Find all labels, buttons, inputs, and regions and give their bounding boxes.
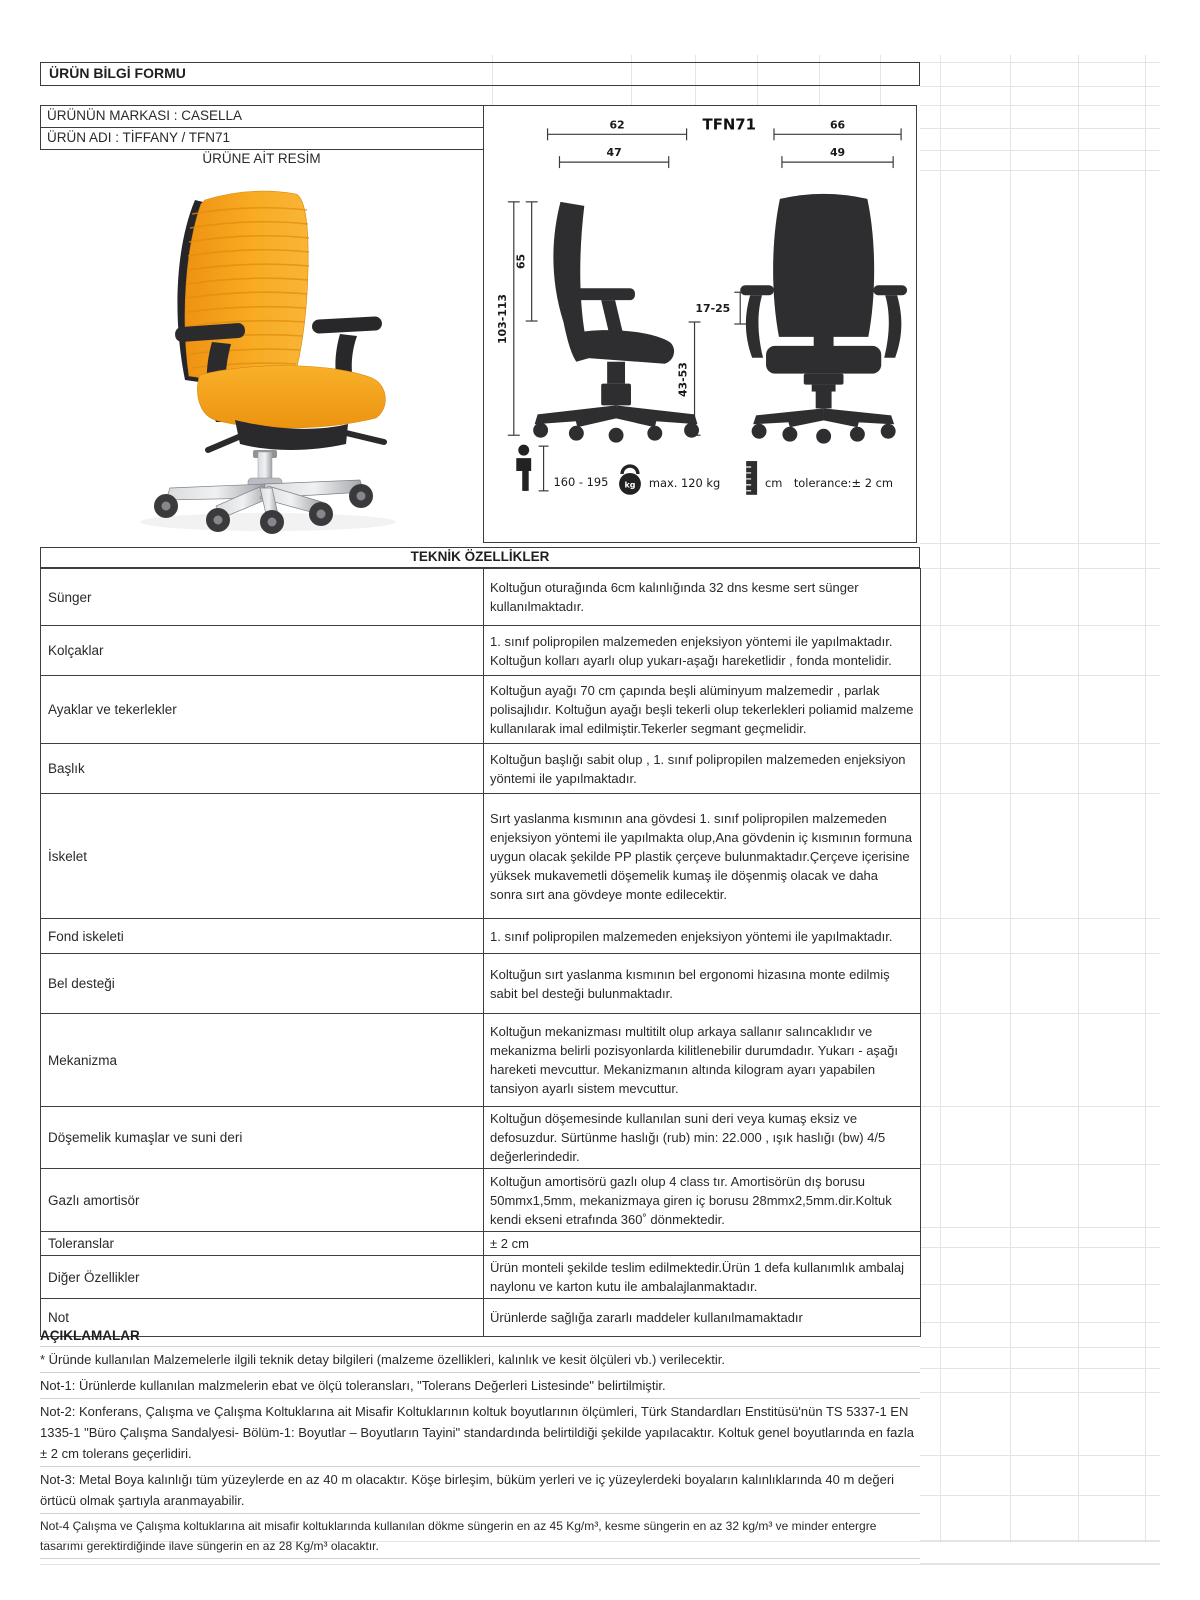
spec-row: [41, 954, 921, 1014]
person-height-icon: [516, 445, 531, 491]
note-item: Not-1: Ürünlerde kullanılan malzmelerin ebat ve ölçü toleransları, "Tolerans Değerleri Listesinde" belirtilmiştir.: [40, 1373, 920, 1399]
notes-title: AÇIKLAMALAR: [40, 1325, 920, 1347]
grid-line: [920, 86, 1160, 87]
spec-row: [41, 794, 921, 919]
unit-label: cm: [765, 475, 783, 490]
spec-row-label: Kolçaklar: [41, 626, 484, 676]
spec-table: [40, 568, 920, 1337]
grid-line: [920, 62, 1160, 63]
max-weight-label: max. 120 kg: [648, 475, 721, 490]
grid-line: [920, 543, 1160, 544]
dim-back-width: 62: [609, 118, 625, 132]
side-view-chair-drawing: [533, 202, 699, 443]
grid-line: [920, 105, 1160, 106]
spec-row-value: 1. sınıf polipropilen malzemeden enjeksiyon yöntemi ile yapılmaktadır. Koltuğun kolları ayarlı olup yukarı-aşağı hareketlidir , fonda montelidir.: [484, 626, 921, 676]
brand-row: ÜRÜNÜN MARKASI : CASELLA: [40, 105, 484, 128]
grid-line: [920, 1368, 1160, 1369]
spec-row: [41, 919, 921, 954]
spec-row-label: Sünger: [41, 569, 484, 626]
spec-row: [41, 1256, 921, 1299]
spec-row-label: Fond iskeleti: [41, 919, 484, 954]
dim-overall-width: 66: [829, 118, 846, 132]
spec-row: [41, 744, 921, 794]
technical-drawing-panel: [483, 105, 917, 543]
spec-row-label: Ayaklar ve tekerlekler: [41, 676, 484, 744]
note-item: * Üründe kullanılan Malzemelerle ilgili teknik detay bilgileri (malzeme özellikleri, kalınlık ve kesit ölçüleri vb.) verilecektir.: [40, 1347, 920, 1373]
spec-row: [41, 1169, 921, 1232]
spec-row-label: İskelet: [41, 794, 484, 919]
spec-row: [41, 1232, 921, 1256]
grid-line: [920, 1322, 1160, 1323]
grid-line: [1010, 55, 1011, 1543]
spec-row-label: Döşemelik kumaşlar ve suni deri: [41, 1107, 484, 1169]
spec-row-label: Gazlı amortisör: [41, 1169, 484, 1232]
ruler-icon: [746, 461, 757, 495]
grid-line: [920, 150, 1160, 151]
dim-seat-width-front: 49: [829, 146, 846, 160]
spec-row-value: Sırt yaslanma kısmının ana gövdesi 1. sınıf polipropilen malzemeden enjeksiyon yöntemi ile yapılmakta olup,Ana gövdenin iç kısmının formuna uygun olacak şekilde PP plastik çerçeve bulunmaktadır.Çerçeve içerisine yüksek mukavemetli döşemelik kumaş ile döşenmiş olacak ve daha sonra sırt ana gövdeye monte edilecektir.: [484, 794, 921, 919]
spec-row: [41, 569, 921, 626]
kg-badge-label: kg: [624, 480, 636, 490]
spec-row-label: Diğer Özellikler: [41, 1256, 484, 1299]
note-item: Not-2: Konferans, Çalışma ve Çalışma Koltuklarına ait Misafir Koltuklarının koltuk boyutlarının ölçümleri, Türk Standardları Enstitüsü'nün TS 5337-1 EN 1335-1 "Büro Çalışma Sandalyesi- Bölüm-1: Boyutlar – Boyutların Tayini" standardında belirtildiği şekilde yapılacaktır. Koltuk genel boyutlarında en fazla ± 2 cm tolerans geçerlidiri.: [40, 1399, 920, 1467]
front-view-chair-drawing: [740, 194, 907, 444]
grid-line: [920, 793, 1160, 794]
page-title: ÜRÜN BİLGİ FORMU: [40, 62, 920, 86]
grid-line: [920, 1247, 1160, 1248]
grid-line: [920, 1455, 1160, 1456]
spec-row-value: Koltuğun başlığı sabit olup , 1. sınıf polipropilen malzemeden enjeksiyon yöntemi ile yapılmaktadır.: [484, 744, 921, 794]
image-caption: ÜRÜNE AİT RESİM: [202, 151, 321, 166]
product-photo: [100, 170, 470, 535]
grid-line: [920, 1227, 1160, 1228]
dim-overall-height: 103-113: [495, 293, 509, 345]
product-name-row: ÜRÜN ADI : TİFFANY / TFN71: [40, 127, 484, 150]
grid-line: [940, 55, 941, 1543]
note-item: Not-4 Çalışma ve Çalışma koltuklarına ait misafir koltuklarında kullanılan dökme süngerin en az 45 Kg/m³, kesme süngerin en az 32 kg/m³ ve minder entergre tasarımı gerektirdiğinde ilave süngerin en az 28 Kg/m³ olacaktır.: [40, 1514, 920, 1559]
grid-line: [40, 1564, 1160, 1565]
grid-line: [1078, 55, 1079, 1543]
spec-row-value: Koltuğun döşemesinde kullanılan suni deri veya kumaş eksiz ve defosuzdur. Sürtünme haslığı (rub) min: 22.000 , ışık haslığı (bw) 4/5 değerlerindedir.: [484, 1107, 921, 1169]
spec-row: [41, 1107, 921, 1169]
spec-row: [41, 626, 921, 676]
seat-cushion: [197, 366, 385, 428]
dim-armrest-height: 17-25: [695, 302, 731, 316]
dim-seat-height: 43-53: [676, 362, 690, 398]
backrest: [185, 191, 308, 390]
dim-back-height: 65: [514, 253, 528, 270]
dim-seat-width-side: 47: [606, 146, 622, 160]
grid-line: [920, 128, 1160, 129]
spec-row-label: Bel desteği: [41, 954, 484, 1014]
spec-row-value: Koltuğun sırt yaslanma kısmının bel ergonomi hizasına monte edilmiş sabit bel desteği bulunmaktadır.: [484, 954, 921, 1014]
note-item: Not-3: Metal Boya kalınlığı tüm yüzeylerde en az 40 m olacaktır. Köşe birleşim, büküm yerleri ve iç yüzeylerdeki boyaların kalınlıklarında 40 m değeri örtücü olmak şartıyla aranmayabilir.: [40, 1467, 920, 1514]
grid-line: [920, 1164, 1160, 1165]
model-label: TFN71: [702, 115, 757, 134]
spec-row-label: Mekanizma: [41, 1014, 484, 1107]
spec-row-value: Koltuğun oturağında 6cm kalınlığında 32 dns kesme sert sünger kullanılmaktadır.: [484, 569, 921, 626]
spec-row-value: Ürün monteli şekilde teslim edilmektedir.Ürün 1 defa kullanımlık ambalaj naylonu ve karton kutu ile ambalajlanmaktadır.: [484, 1256, 921, 1299]
grid-line: [920, 625, 1160, 626]
spec-table-title: TEKNİK ÖZELLİKLER: [40, 547, 920, 568]
spec-row-label: Başlık: [41, 744, 484, 794]
spec-row-value: ± 2 cm: [484, 1232, 921, 1256]
grid-line: [920, 953, 1160, 954]
spec-row-value: Koltuğun amortisörü gazlı olup 4 class tır. Amortisörün dış borusu 50mmx1,5mm, mekanizmaya giren iç borusu 28mmx2,5mm.dir.Koltuk kendi ekseni etrafında 360˚ dönmektedir.: [484, 1169, 921, 1232]
grid-line: [920, 675, 1160, 676]
grid-line: [920, 743, 1160, 744]
spec-row-label: Toleranslar: [41, 1232, 484, 1256]
spec-row-label: Not: [41, 1299, 484, 1337]
dimension-drawing: [484, 106, 915, 541]
grid-line: [920, 1106, 1160, 1107]
spec-row-value: Koltuğun mekanizması multitilt olup arkaya sallanır salıncaklıdır ve mekanizma belirli pozisyonlarda kilitlenebilir durumdadır. Yukarı - aşağı hareketi mevcuttur. Mekanizmanın altında kilogram ayarı yapabilen tansiyon ayarlı sistem mevcuttur.: [484, 1014, 921, 1107]
grid-line: [1145, 55, 1146, 1543]
spec-row: [41, 1014, 921, 1107]
grid-line: [920, 918, 1160, 919]
grid-line: [920, 1347, 1160, 1348]
grid-line: [920, 1013, 1160, 1014]
spec-row-value: 1. sınıf polipropilen malzemeden enjeksiyon yöntemi ile yapılmaktadır.: [484, 919, 921, 954]
spec-row: [41, 676, 921, 744]
spec-row-value: Ürünlerde sağlığa zararlı maddeler kullanılmamaktadır: [484, 1299, 921, 1337]
orange-office-chair-image: [100, 170, 470, 535]
grid-line: [920, 1392, 1160, 1393]
grid-line: [920, 1495, 1160, 1496]
tolerance-label: tolerance:± 2 cm: [793, 475, 893, 490]
grid-line: [920, 1284, 1160, 1285]
user-height-label: 160 - 195: [553, 474, 609, 489]
spec-row-value: Koltuğun ayağı 70 cm çapında beşli alüminyum malzemedir , parlak polisajlıdır. Koltuğun ayağı beşli tekerli olup tekerlekleri poliamid malzeme kullanılarak imal edilmiştir.Tekerler segmant geçmelidir.: [484, 676, 921, 744]
grid-line: [920, 170, 1160, 171]
grid-line: [920, 568, 1160, 569]
notes-section: [40, 1325, 920, 1559]
